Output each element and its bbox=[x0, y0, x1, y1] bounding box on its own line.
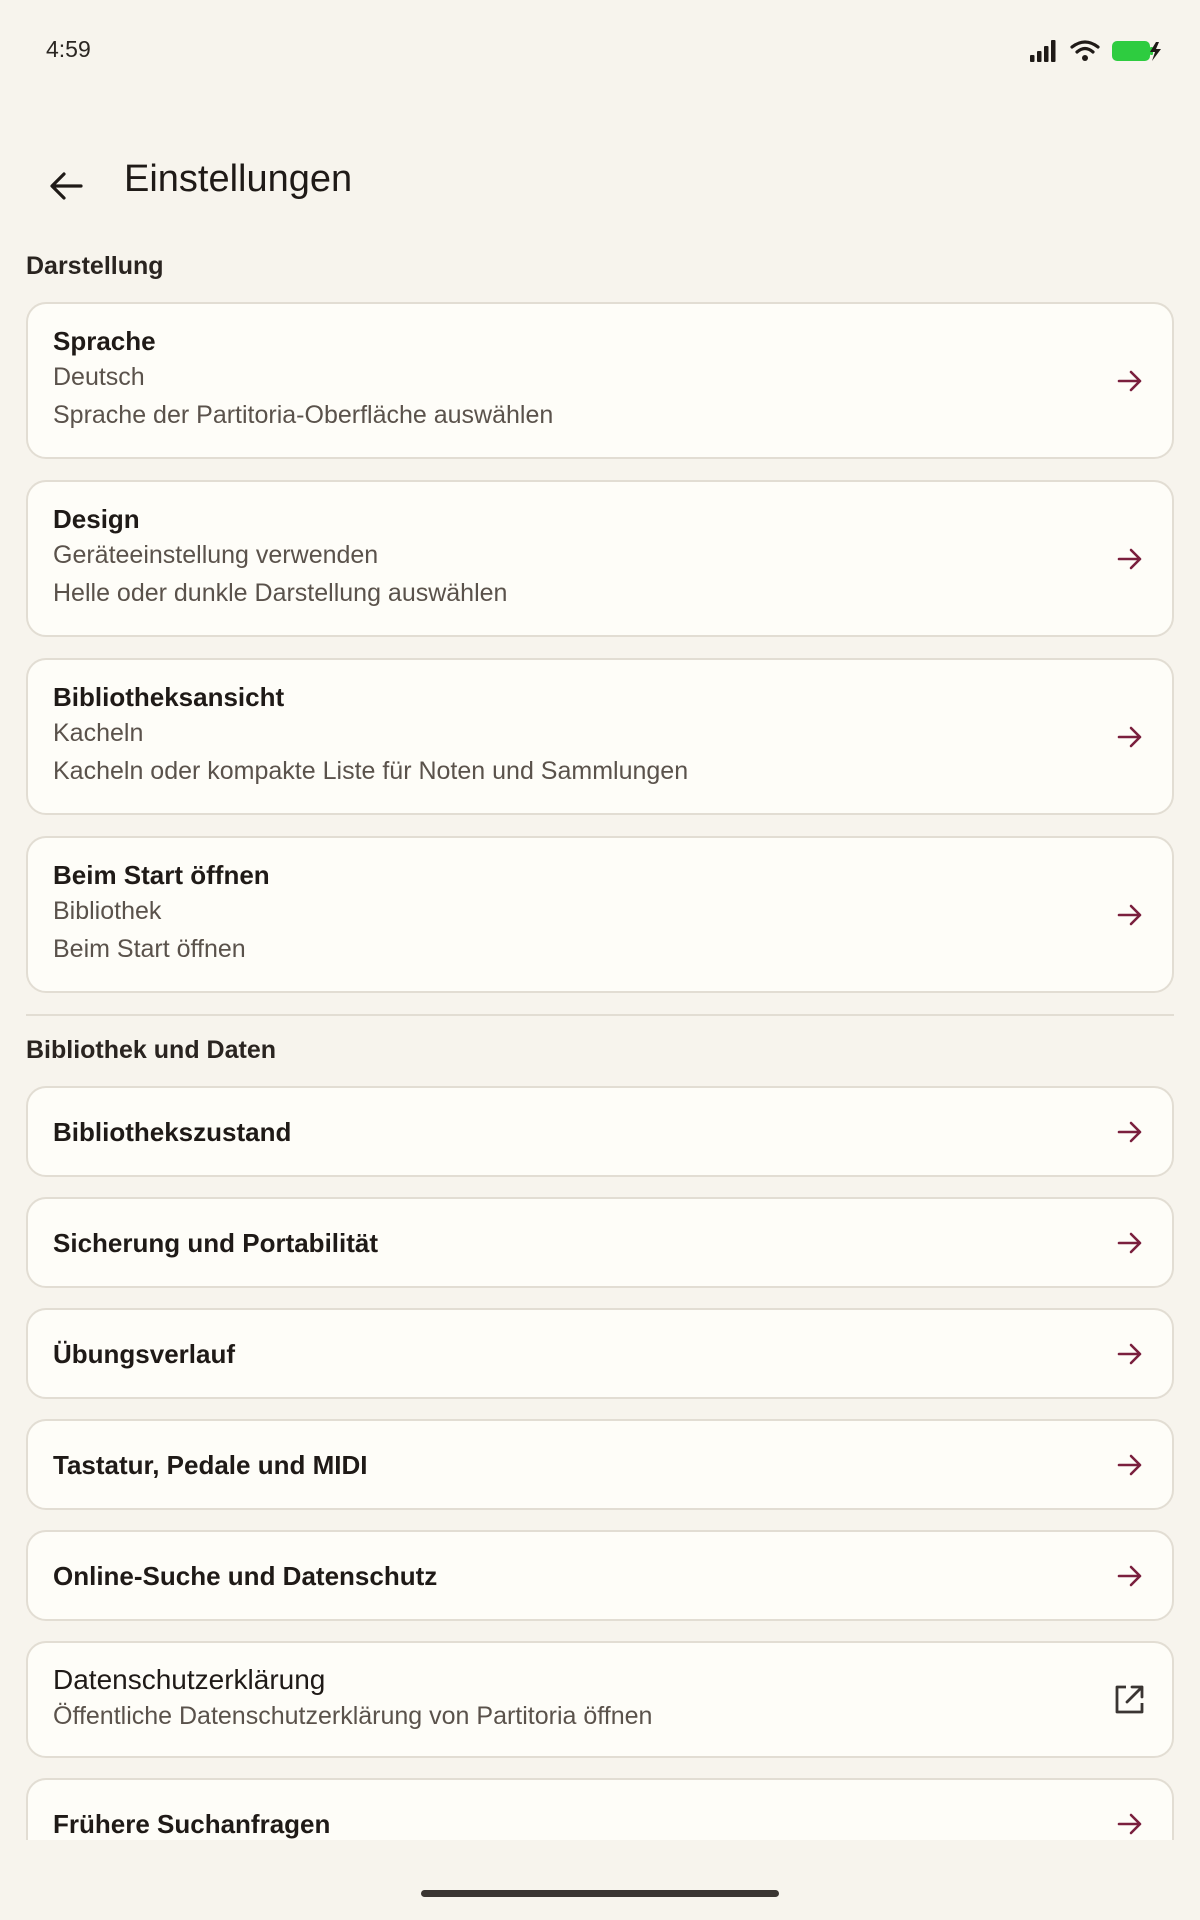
setting-language[interactable] bbox=[26, 302, 1174, 459]
setting-recent-searches[interactable] bbox=[26, 1778, 1174, 1840]
arrow-right-icon bbox=[1114, 1560, 1146, 1592]
setting-value: Kacheln bbox=[53, 719, 144, 747]
section-title-display: Darstellung bbox=[26, 252, 164, 280]
page-title: Einstellungen bbox=[124, 158, 353, 200]
cellular-signal-icon bbox=[1030, 40, 1058, 62]
setting-title: Datenschutzerklärung bbox=[53, 1664, 326, 1695]
back-button[interactable] bbox=[34, 154, 98, 218]
setting-value: Bibliothek bbox=[53, 897, 162, 925]
arrow-right-icon bbox=[1114, 1116, 1146, 1148]
setting-description: Kacheln oder kompakte Liste für Noten und Sammlungen bbox=[53, 757, 689, 785]
setting-privacy-policy[interactable] bbox=[26, 1641, 1174, 1758]
setting-title: Bibliothekszustand bbox=[53, 1117, 292, 1147]
setting-title: Übungsverlauf bbox=[53, 1339, 236, 1369]
status-icons bbox=[1030, 38, 1162, 64]
arrow-right-icon bbox=[1114, 899, 1146, 931]
navigation-bar bbox=[0, 1840, 1200, 1920]
arrow-left-icon bbox=[49, 171, 83, 201]
battery-charging-icon bbox=[1112, 40, 1162, 62]
setting-online-search-privacy[interactable] bbox=[26, 1530, 1174, 1621]
section-divider bbox=[26, 1014, 1174, 1016]
arrow-right-icon bbox=[1114, 1338, 1146, 1370]
section-title-library: Bibliothek und Daten bbox=[26, 1036, 276, 1064]
setting-title: Beim Start öffnen bbox=[53, 860, 270, 890]
home-indicator[interactable] bbox=[421, 1890, 779, 1897]
arrow-right-icon bbox=[1114, 1227, 1146, 1259]
setting-open-on-start[interactable] bbox=[26, 836, 1174, 993]
setting-title: Bibliotheksansicht bbox=[53, 682, 285, 712]
setting-keyboard-pedals-midi[interactable] bbox=[26, 1419, 1174, 1510]
arrow-right-icon bbox=[1114, 1449, 1146, 1481]
arrow-right-icon bbox=[1114, 721, 1146, 753]
setting-description: Öffentliche Datenschutzerklärung von Partitoria öffnen bbox=[53, 1702, 653, 1730]
setting-title: Online-Suche und Datenschutz bbox=[53, 1561, 438, 1591]
arrow-right-icon bbox=[1114, 1808, 1146, 1840]
setting-library-view[interactable] bbox=[26, 658, 1174, 815]
setting-practice-history[interactable] bbox=[26, 1308, 1174, 1399]
wifi-icon bbox=[1070, 40, 1100, 62]
setting-title: Tastatur, Pedale und MIDI bbox=[53, 1450, 368, 1480]
setting-description: Sprache der Partitoria-Oberfläche auswählen bbox=[53, 401, 554, 429]
setting-title: Frühere Suchanfragen bbox=[53, 1809, 331, 1839]
setting-title: Sprache bbox=[53, 326, 156, 356]
setting-value: Geräteeinstellung verwenden bbox=[53, 541, 379, 569]
setting-design[interactable] bbox=[26, 480, 1174, 637]
setting-value: Deutsch bbox=[53, 363, 145, 391]
setting-description: Helle oder dunkle Darstellung auswählen bbox=[53, 579, 508, 607]
status-bar bbox=[0, 0, 1200, 100]
setting-title: Sicherung und Portabilität bbox=[53, 1228, 379, 1258]
arrow-right-icon bbox=[1114, 543, 1146, 575]
open-external-icon bbox=[1112, 1683, 1146, 1717]
setting-title: Design bbox=[53, 504, 140, 534]
settings-list[interactable] bbox=[0, 240, 1200, 1840]
status-time: 4:59 bbox=[46, 36, 91, 62]
top-app-bar bbox=[0, 140, 1200, 220]
setting-library-health[interactable] bbox=[26, 1086, 1174, 1177]
setting-description: Beim Start öffnen bbox=[53, 935, 246, 963]
setting-backup-portability[interactable] bbox=[26, 1197, 1174, 1288]
arrow-right-icon bbox=[1114, 365, 1146, 397]
